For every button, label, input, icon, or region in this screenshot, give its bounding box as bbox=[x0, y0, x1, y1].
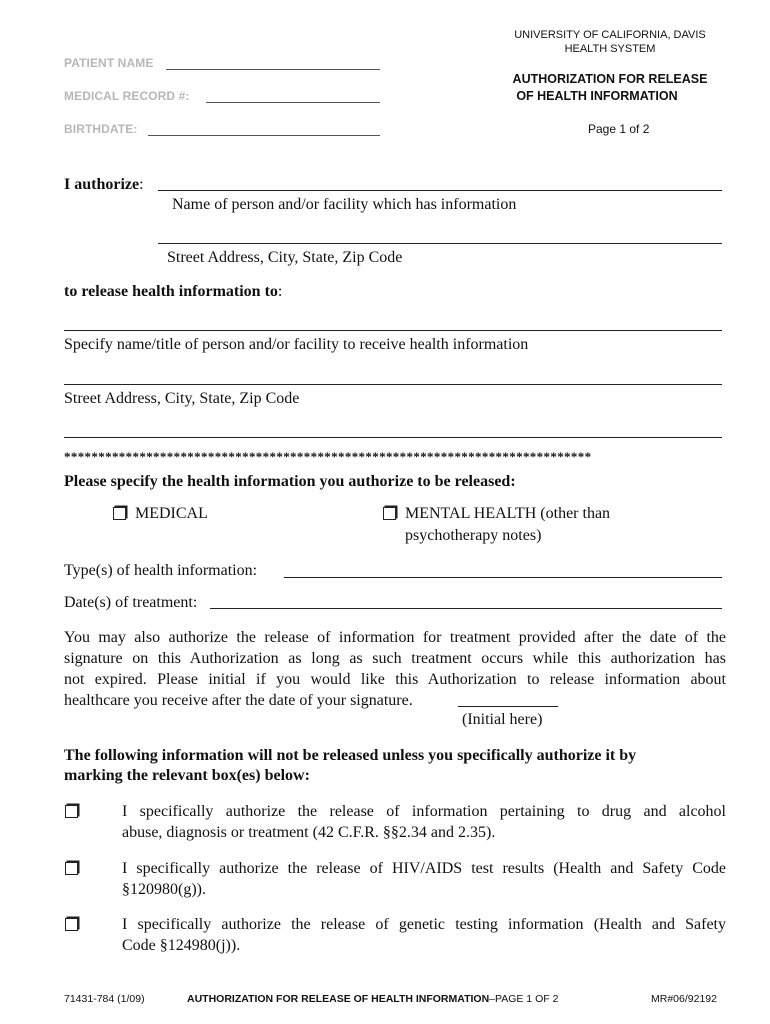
genetic-testing-line-1: I specifically authorize the release of genetic testing information (Health and Safety bbox=[122, 916, 726, 933]
dates-label: Date(s) of treatment: bbox=[64, 594, 198, 611]
form-title-line-2: OF HEALTH INFORMATION bbox=[516, 89, 678, 103]
recipient-address-field[interactable] bbox=[64, 384, 722, 385]
genetic-testing-line-2: Code §124980(j)). bbox=[122, 937, 241, 954]
drug-alcohol-text bbox=[122, 801, 726, 843]
footer-page: –PAGE 1 OF 2 bbox=[489, 993, 559, 1005]
drug-alcohol-line-2: abuse, diagnosis or treatment (42 C.F.R. §§2.34 and 2.35). bbox=[122, 824, 496, 841]
mental-health-checkbox[interactable] bbox=[383, 507, 396, 520]
future-line-4: healthcare you receive after the date of your signature. bbox=[64, 692, 413, 709]
types-label: Type(s) of health information: bbox=[64, 562, 258, 579]
recipient-name-caption: Specify name/title of person and/or facility to receive health information bbox=[64, 336, 529, 353]
recipient-extra-field[interactable] bbox=[64, 437, 722, 438]
release-to-label: to release health information to bbox=[64, 283, 278, 300]
future-treatment-paragraph bbox=[64, 627, 726, 711]
specify-heading: Please specify the health information you authorize to be released: bbox=[64, 473, 516, 490]
release-to-label-wrap bbox=[64, 282, 282, 302]
special-heading bbox=[64, 746, 636, 786]
patient-name-label: PATIENT NAME bbox=[64, 56, 154, 70]
mental-health-label-line-2: psychotherapy notes) bbox=[405, 527, 542, 544]
genetic-testing-text bbox=[122, 914, 726, 956]
authorize-label: I authorize bbox=[64, 176, 140, 193]
form-code: MR#06/92192 bbox=[651, 993, 717, 1005]
authorizer-name-field[interactable] bbox=[158, 190, 722, 191]
medical-checkbox[interactable] bbox=[113, 507, 126, 520]
drug-alcohol-checkbox[interactable] bbox=[65, 805, 78, 818]
hiv-aids-checkbox[interactable] bbox=[65, 862, 78, 875]
birthdate-label: BIRTHDATE: bbox=[64, 122, 138, 136]
special-heading-line-1: The following information will not be released unless you specifically authorize it by bbox=[64, 747, 637, 764]
mental-health-label-line-1: MENTAL HEALTH (other than bbox=[405, 505, 611, 522]
asterisk-separator: ***************************************************************************** bbox=[64, 449, 592, 464]
recipient-name-field[interactable] bbox=[64, 330, 722, 331]
patient-name-field[interactable] bbox=[166, 69, 380, 70]
medical-record-field[interactable] bbox=[206, 102, 380, 103]
genetic-testing-checkbox[interactable] bbox=[65, 918, 78, 931]
footer-title-wrap bbox=[187, 993, 558, 1005]
authorizer-address-field[interactable] bbox=[158, 243, 722, 244]
footer-title: AUTHORIZATION FOR RELEASE OF HEALTH INFORMATION bbox=[187, 993, 490, 1005]
hiv-aids-line-2: §120980(g)). bbox=[122, 881, 206, 898]
future-line-3: not expired. Please initial if you would like this Authorization to release information about bbox=[64, 671, 726, 688]
authorizer-address-caption: Street Address, City, State, Zip Code bbox=[167, 249, 403, 266]
authorizer-name-caption: Name of person and/or facility which has information bbox=[172, 196, 517, 213]
initial-caption: (Initial here) bbox=[462, 711, 543, 728]
birthdate-field[interactable] bbox=[148, 135, 380, 136]
release-to-colon: : bbox=[277, 283, 283, 300]
form-number: 71431-784 (1/09) bbox=[64, 993, 145, 1005]
institution-line-2: HEALTH SYSTEM bbox=[564, 43, 656, 55]
drug-alcohol-line-1: I specifically authorize the release of information pertaining to drug and alcohol bbox=[122, 803, 726, 820]
authorize-colon: : bbox=[139, 176, 144, 193]
recipient-address-caption: Street Address, City, State, Zip Code bbox=[64, 390, 300, 407]
form-title bbox=[470, 71, 750, 105]
page-indicator: Page 1 of 2 bbox=[588, 122, 650, 136]
special-heading-line-2: marking the relevant box(es) below: bbox=[64, 767, 310, 784]
institution-line-1: UNIVERSITY OF CALIFORNIA, DAVIS bbox=[514, 29, 706, 41]
hiv-aids-line-1: I specifically authorize the release of HIV/AIDS test results (Health and Safety Code bbox=[122, 860, 726, 877]
medical-option-label: MEDICAL bbox=[135, 505, 208, 522]
dates-field[interactable] bbox=[210, 608, 722, 609]
medical-record-label: MEDICAL RECORD #: bbox=[64, 89, 190, 103]
types-field[interactable] bbox=[284, 577, 722, 578]
institution-name bbox=[480, 28, 740, 56]
initial-field[interactable] bbox=[458, 706, 558, 707]
future-line-1: You may also authorize the release of information for treatment provided after the date of the bbox=[64, 629, 726, 646]
form-title-line-1: AUTHORIZATION FOR RELEASE bbox=[512, 72, 708, 86]
future-line-2: signature on this Authorization as long as such treatment occurs while this authorization has bbox=[64, 650, 726, 667]
authorize-label-wrap bbox=[64, 175, 144, 195]
hiv-aids-text bbox=[122, 858, 726, 900]
